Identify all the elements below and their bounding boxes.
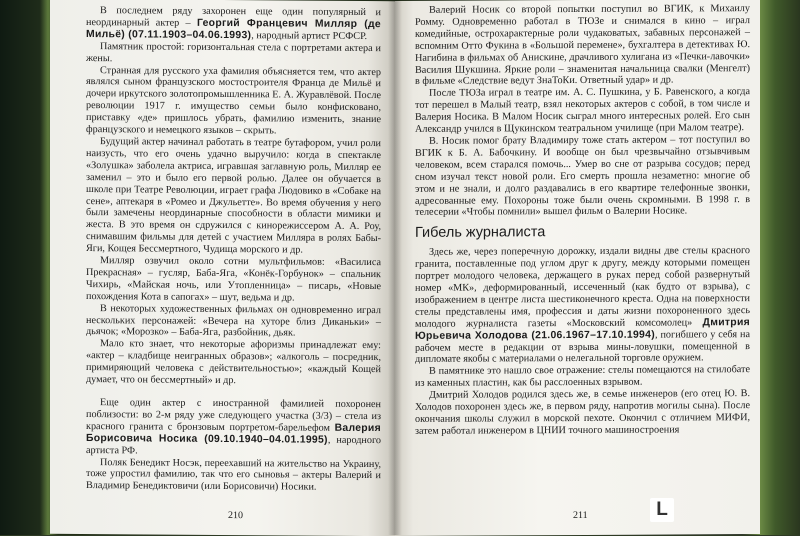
paragraph-text: , народного артиста РФ. bbox=[86, 434, 381, 457]
paragraph: После ТЮЗа играл в театре им. А. С. Пушкина, у Б. Равенского, а когда тот перешел в Малый театр, взял некоторых актеров с собой, в том числе и Валерия Носика. В Малом Носик сыграл много интересных ролей. Его сын Александр учился в Щукинском театральном училище (при Малом театре). bbox=[415, 86, 750, 135]
paragraph: Дмитрий Холодов родился здесь же, в семье инженеров (его отец Ю. В. Холодов похоронен здесь же, в первом ряду, напротив могилы сына). После окончания школы служил в морской пехоте. Окончил с отличием МИФИ, затем работал инженером в ЦНИИ точного машиностроения bbox=[415, 388, 750, 437]
paragraph: Милляр озвучил около сотни мультфильмов: «Василиса Прекрасная» – гусляр, Баба-Яга, «Конёк-Горбунок» – спальник Чихирь, «Майская ночь, или Утопленница» – писарь, «Новые похождения Кота в сапогах» – шут, ведьма и др. bbox=[86, 255, 381, 304]
person-name: Георгий Францевич Милляр (де Мильё) (07.11.1903–04.06.1993) bbox=[86, 17, 381, 42]
paragraph-text: В последнем ряду захоронен еще один популярный и неординарный актер – bbox=[86, 5, 381, 29]
paragraph: Мало кто знает, что некоторые афоризмы принадлежат ему: «актер – кладбище неигранных образов»; «алкоголь – посредник, примиряющий человека с действительностью»; «каждый Кощей думает, что он бессмертный» и др. bbox=[86, 338, 381, 387]
paragraph: Поляк Бенедикт Носэк, переехавший на жительство на Украину, тоже упростил фамилию, так что его сыновья – актеры Валерий и Владимир Бенедиктовичи (или Борисовичи) Носики. bbox=[86, 456, 381, 493]
right-page-text-top bbox=[415, 3, 750, 219]
paragraph bbox=[86, 397, 381, 459]
page-number-right: 211 bbox=[573, 509, 588, 522]
paragraph bbox=[415, 245, 750, 366]
paragraph-text: , народный артист РСФСР. bbox=[251, 30, 368, 42]
right-page bbox=[395, 0, 760, 536]
paragraph-text: Еще один актер с иностранной фамилией похоронен поблизости: во 2-м ряду уже следующего участка (3/3) – стела из красного гранита с бронзовым портретом-барельефом bbox=[86, 397, 381, 434]
labirint-logo-icon: L bbox=[650, 498, 674, 522]
paragraph: В памятнике это нашло свое отражение: стелы помещаются на стилобате из каменных пластин, как бы расслоенных взрывом. bbox=[415, 364, 750, 390]
paragraph: Валерий Носик со второй попытки поступил во ВГИК, к Михаилу Ромму. Одновременно работал в ТЮЗе и снимался в кино – играл комедийные, острохарактерные роли чудаковатых, забавных персонажей – вспомним Отто Фукина в «Большой перемене», бухгалтера в детективах Ю. Нагибина в фильмах об Анискине, драчливого хулигана из «Печки-лавочки» Василия Шукшина. Яркие роли – знаменитая начальница свалки (Менгелт) в фильме «Следствие ведут ЗнаТоКи. Ответный удар» и др. bbox=[415, 3, 750, 88]
section-heading: Гибель журналиста bbox=[415, 224, 546, 242]
paragraph: В некоторых художественных фильмах он одновременно играл нескольких персонажей: «Вечера на хуторе близ Диканьки» – дьячок; «Морозко» – Баба-Яга, разбойник, дьяк. bbox=[86, 302, 381, 339]
person-name: Валерия Борисовича Носика (09.10.1940–04.01.1995) bbox=[86, 422, 381, 446]
paragraph-text: Здесь же, через поперечную дорожку, издали видны две стелы красного гранита, поставленные под углом друг к другу, между которыми помещен портрет молодого человека, держащего в руках перед собой развернутый номер «МК», деформированный, иссеченный (как будто от взрыва), с изображением в центре листа шестиконечного креста. Одна на поверхности стелы представлены имя, профессия и даты жизни похороненного здесь молодого журналиста газеты «Московский комсомолец» bbox=[415, 245, 750, 330]
left-page-text bbox=[86, 5, 381, 494]
paragraph bbox=[86, 5, 381, 43]
open-book bbox=[50, 0, 760, 535]
right-page-text-bottom bbox=[415, 245, 750, 437]
page-number-left: 210 bbox=[228, 510, 243, 522]
paragraph: Памятник простой: горизонтальная стела с портретами актера и жены. bbox=[86, 40, 381, 64]
book-gutter bbox=[388, 0, 402, 535]
paragraph: В. Носик помог брату Владимиру тоже стать актером – тот поступил во ВГИК к Б. А. Бабочкину. И вообще он был чрезвычайно отзывчивым человеком, всем старался помочь... Умер во сне от разрыва сосудов; перед сном изучал текст новой роли. Его смерть прошла незаметно: многие об этом и не знали, и долго раздавались в его квартире телефонные звонки, адресованные ему. Похороны тоже были очень скромными. В 1998 г. в телесерии «Чтобы помнили» вышел фильм о Валерии Носике. bbox=[415, 134, 750, 219]
paragraph: Будущий актер начинал работать в театре бутафором, учил роли наизусть, что его очень удачно выручило: когда в спектакле «Золушка» заболела актриса, игравшая заглавную роль, Милляр ее заменил – это и было его первой ролью. Далее он обучается в школе при Театре Революции, играет графа Людовико в «Собаке на сене», аптекаря в «Ромео и Джульетте». Во время обучения у него были замечены неординарные способности в области мимики и жеста. В это время он сдружился с кинорежиссером А. А. Роу, снимавшим фильмы для детей с участием Милляра в ролях Бабы-Яги, Кощея Бессмертного, Чудища морского и др. bbox=[86, 136, 381, 256]
paragraph-text: , погибшего у себя на рабочем месте в редакции от взрыва мины-ловушки, помещенной в дипломате якобы с материалами о нелегальной торговле оружием. bbox=[415, 328, 750, 366]
paragraph: Странная для русского уха фамилия объясняется тем, что актер являлся сыном французского мостостроителя Франца де Мильё и дочери иркутского золотопромышленника Е. А. Журавлёвой. После революции 1917 г. имущество семьи было конфисковано, приставку «де» пришлось убрать, фамилию изменить, знание французского и немецкого языков – скрыть. bbox=[86, 64, 381, 137]
person-name: Дмитрия Юрьевича Холодова (21.06.1967–17.10.1994) bbox=[415, 316, 750, 342]
left-page bbox=[50, 0, 395, 536]
